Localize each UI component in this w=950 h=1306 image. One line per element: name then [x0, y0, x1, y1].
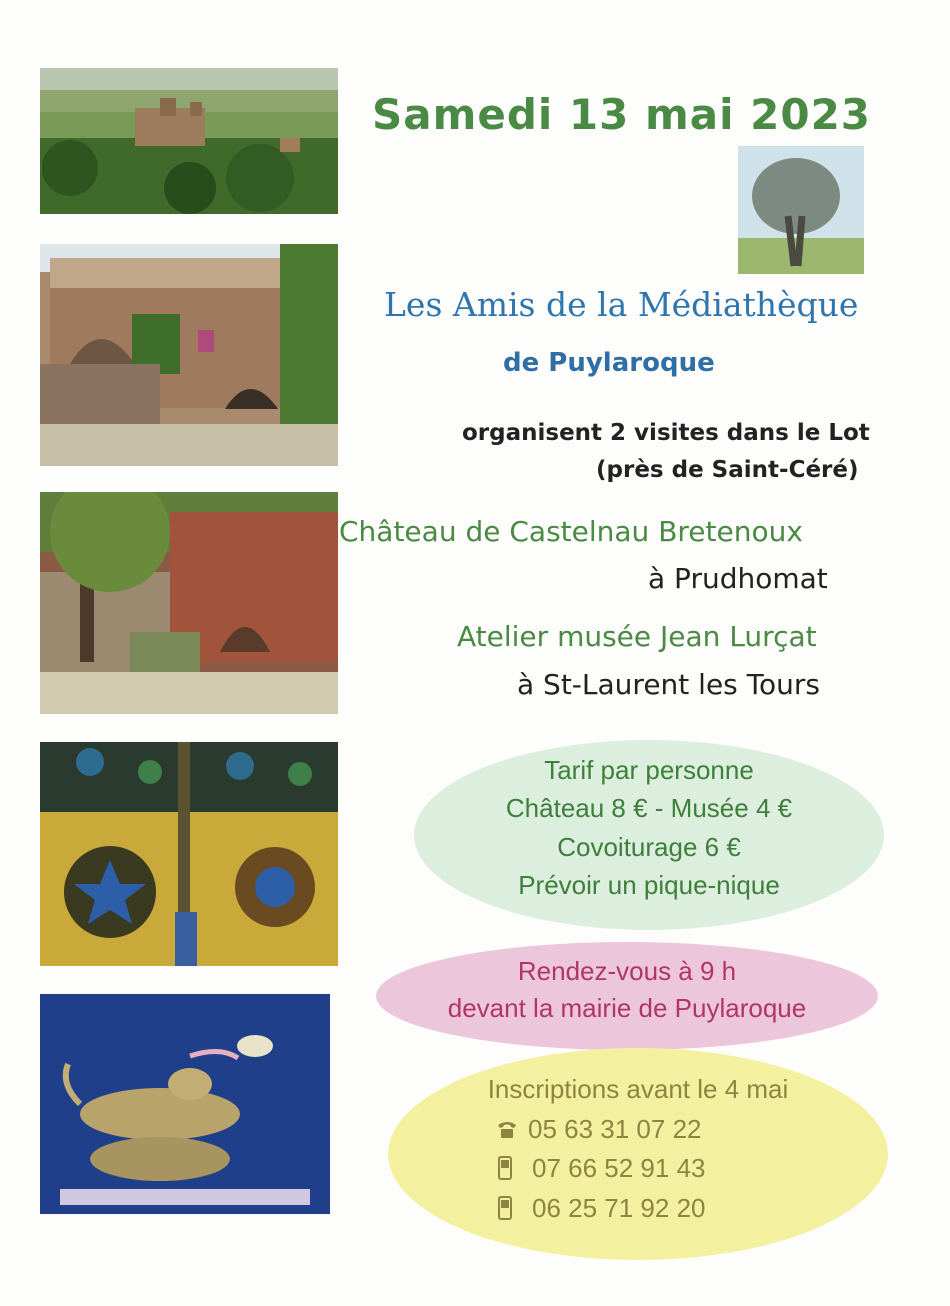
intro-line: organisent 2 visites dans le Lot: [462, 420, 870, 446]
tarif-prices: Château 8 € - Musée 4 €: [505, 793, 793, 823]
phone-number: 07 66 52 91 43: [532, 1153, 706, 1183]
phone-entry: [498, 1153, 706, 1184]
meeting-place: devant la mairie de Puylaroque: [447, 993, 807, 1023]
mobile-phone-icon: [498, 1156, 518, 1182]
visit-1-name: Château de Castelnau Bretenoux: [339, 515, 803, 548]
tarif-title: Tarif par personne: [544, 755, 754, 785]
registration-title: Inscriptions avant le 4 mai: [487, 1074, 789, 1104]
visit-2-place: à St-Laurent les Tours: [517, 668, 820, 701]
tarif-note: Prévoir un pique-nique: [518, 870, 780, 900]
phone-entry: [494, 1114, 702, 1145]
telephone-icon: [494, 1117, 514, 1143]
event-date-heading: Samedi 13 mai 2023: [372, 90, 872, 139]
visit-1-place: à Prudhomat: [648, 562, 828, 595]
tarif-carpool: Covoiturage 6 €: [557, 832, 741, 862]
organizer-town: de Puylaroque: [503, 348, 715, 378]
phone-entry: [498, 1193, 706, 1224]
phone-number: 05 63 31 07 22: [528, 1114, 702, 1144]
mobile-phone-icon: [498, 1196, 518, 1222]
visit-2-name: Atelier musée Jean Lurçat: [457, 620, 817, 653]
lurcat-tapestry-bells-photo: [40, 742, 338, 966]
organizer-name: Les Amis de la Médiathèque: [384, 285, 859, 324]
castle-landscape-photo: [40, 68, 338, 214]
tree-logo-image: [738, 146, 864, 274]
lurcat-tapestry-dogs-photo: [40, 994, 330, 1214]
castle-courtyard-photo: [40, 492, 338, 714]
intro-location: (près de Saint-Céré): [596, 457, 859, 483]
phone-number: 06 25 71 92 20: [532, 1193, 706, 1223]
castle-gate-photo: [40, 244, 338, 466]
meeting-time: Rendez-vous à 9 h: [517, 956, 737, 986]
